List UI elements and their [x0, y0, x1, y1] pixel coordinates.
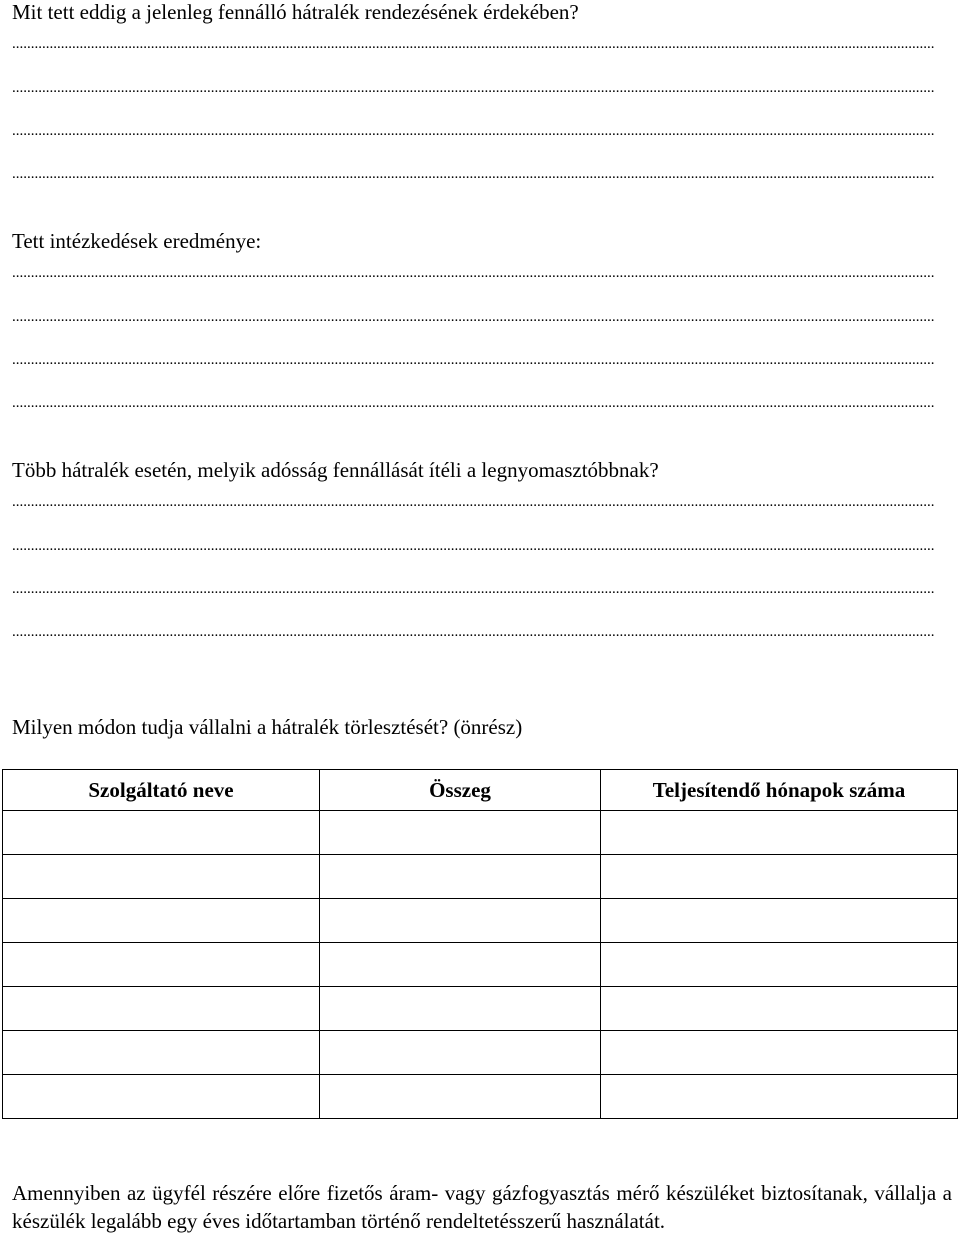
table-row: [3, 855, 958, 899]
table-cell-amount[interactable]: [320, 811, 601, 855]
table-row: [3, 987, 958, 1031]
table-cell-months[interactable]: [601, 1031, 958, 1075]
question-1: Mit tett eddig a jelenleg fennálló hátralék rendezésének érdekében?: [12, 0, 579, 24]
table-cell-amount[interactable]: [320, 1031, 601, 1075]
answer-line[interactable]: ......................................................................................................................................................................................................................................................: [12, 494, 935, 510]
table-row: [3, 899, 958, 943]
table-cell-amount[interactable]: [320, 943, 601, 987]
question-3: Több hátralék esetén, melyik adósság fennállását ítéli a legnyomasztóbbnak?: [12, 458, 659, 482]
table-row: [3, 943, 958, 987]
answer-line[interactable]: ......................................................................................................................................................................................................................................................: [12, 123, 935, 139]
table-cell-provider[interactable]: [3, 1031, 320, 1075]
repayment-table: [2, 769, 958, 1119]
table-cell-months[interactable]: [601, 943, 958, 987]
table-cell-provider[interactable]: [3, 943, 320, 987]
table-cell-months[interactable]: [601, 811, 958, 855]
answer-line[interactable]: ......................................................................................................................................................................................................................................................: [12, 166, 935, 182]
answer-line[interactable]: ......................................................................................................................................................................................................................................................: [12, 352, 935, 368]
table-cell-amount[interactable]: [320, 899, 601, 943]
table-cell-provider[interactable]: [3, 811, 320, 855]
answer-line[interactable]: ......................................................................................................................................................................................................................................................: [12, 265, 935, 281]
answer-line[interactable]: ......................................................................................................................................................................................................................................................: [12, 309, 935, 325]
table-cell-provider[interactable]: [3, 899, 320, 943]
table-row: [3, 811, 958, 855]
table-cell-amount[interactable]: [320, 855, 601, 899]
answer-line[interactable]: ......................................................................................................................................................................................................................................................: [12, 538, 935, 554]
table-row: [3, 1075, 958, 1119]
table-cell-amount[interactable]: [320, 1075, 601, 1119]
table-header-row: [3, 770, 958, 811]
answer-line[interactable]: ......................................................................................................................................................................................................................................................: [12, 624, 935, 640]
question-2: Tett intézkedések eredménye:: [12, 229, 262, 253]
table-cell-amount[interactable]: [320, 987, 601, 1031]
answer-line[interactable]: ......................................................................................................................................................................................................................................................: [12, 80, 935, 96]
table-cell-provider[interactable]: [3, 987, 320, 1031]
table-cell-months[interactable]: [601, 855, 958, 899]
answer-line[interactable]: ......................................................................................................................................................................................................................................................: [12, 581, 935, 597]
table-cell-months[interactable]: [601, 899, 958, 943]
question-4: Milyen módon tudja vállalni a hátralék törlesztését? (önrész): [12, 715, 523, 739]
answer-line[interactable]: ......................................................................................................................................................................................................................................................: [12, 395, 935, 411]
table-cell-provider[interactable]: [3, 855, 320, 899]
table-row: [3, 1031, 958, 1075]
table-cell-provider[interactable]: [3, 1075, 320, 1119]
answer-line[interactable]: ......................................................................................................................................................................................................................................................: [12, 36, 935, 52]
footer-paragraph: Amennyiben az ügyfél részére előre fizetős áram- vagy gázfogyasztás mérő készüléket biztosítanak, vállalja a készülék legalább egy éves időtartamban történő rendeltetésszerű használatát.: [12, 1181, 952, 1233]
column-header-amount: Összeg: [320, 770, 601, 811]
column-header-provider: Szolgáltató neve: [3, 770, 320, 811]
table-cell-months[interactable]: [601, 987, 958, 1031]
table-cell-months[interactable]: [601, 1075, 958, 1119]
column-header-months: Teljesítendő hónapok száma: [601, 770, 958, 811]
